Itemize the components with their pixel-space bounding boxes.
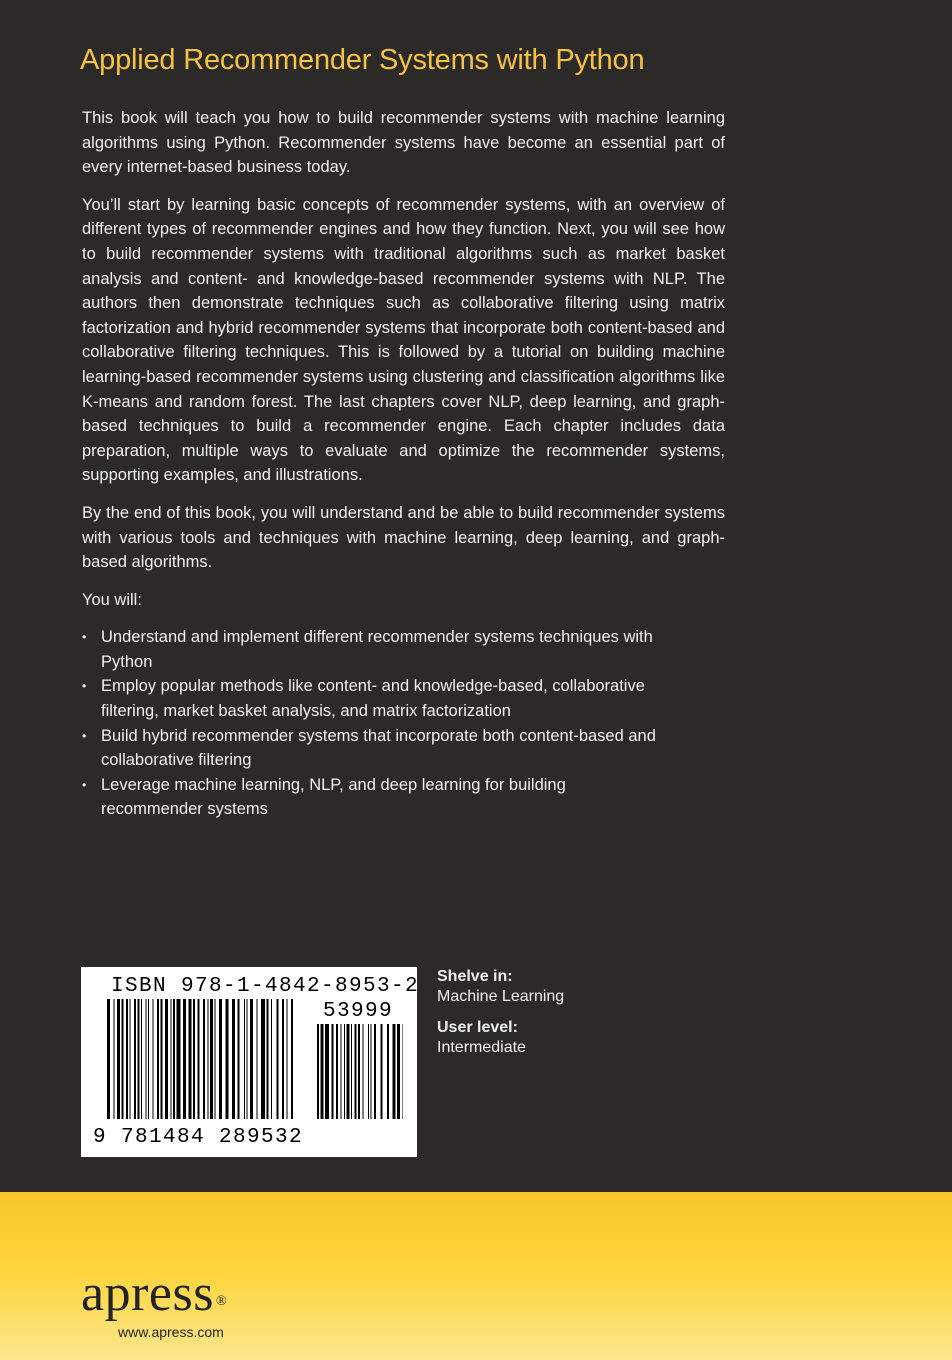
- barcode: [81, 967, 420, 1157]
- list-item: • Understand and implement different recommender systems techniques with Python: [82, 625, 671, 674]
- list-item: • Build hybrid recommender systems that incorporate both content-based and collaborative filtering: [82, 724, 671, 773]
- learning-points: [82, 625, 725, 822]
- shelving-info: [437, 967, 564, 1058]
- ean-digits: 9 781484 289532: [93, 1126, 304, 1149]
- list-item: • Leverage machine learning, NLP, and deep learning for building recommender systems: [82, 773, 671, 822]
- paragraph-outcome: By the end of this book, you will understand and be able to build recommender systems with various tools and techniques with machine learning, deep learning, and graph-based algorithms.: [82, 503, 725, 572]
- publisher-website[interactable]: www.apress.com: [118, 1324, 224, 1340]
- list-item: • Employ popular methods like content- and knowledge-based, collaborative filtering, market basket analysis, and matrix factorization: [82, 674, 671, 723]
- barcode-bars-icon: [107, 999, 293, 1119]
- paragraph-intro: This book will teach you how to build recommender systems with machine learning algorithms using Python. Recommender systems have become an essential part of every internet-based business today.: [82, 109, 725, 177]
- paragraph-content: You’ll start by learning basic concepts of recommender systems, with an overview of different types of recommender engines and how they function. Next, you will see how to build recommender systems with traditional algorithms such as market basket analysis and content- and knowledge-based recommender systems with NLP. The authors then demonstrate techniques such as collaborative filtering using matrix factorization and hybrid recommender systems that incorporate both content-based and collaborative filtering techniques. This is followed by a tutorial on building machine learning-based recommender systems using clustering and classification algorithms like K-means and random forest. The last chapters cover NLP, deep learning, and graph-based techniques to build a recommender engine. Each chapter includes data preparation, multiple ways to evaluate and optimize the recommender systems, supporting examples, and illustrations.: [82, 195, 725, 485]
- description: [82, 106, 725, 822]
- user-level-label: User level:: [437, 1019, 518, 1036]
- isbn-number: ISBN 978-1-4842-8953-2: [111, 975, 420, 998]
- price-code: 53999: [323, 1000, 394, 1023]
- registered-mark: ®: [215, 1294, 228, 1309]
- you-will-heading: You will:: [82, 590, 142, 609]
- publisher-name: apress: [81, 1265, 214, 1322]
- shelve-label: Shelve in:: [437, 968, 513, 985]
- book-title: Applied Recommender Systems with Python: [80, 44, 645, 76]
- publisher-logo: [81, 1265, 228, 1322]
- user-level-value: Intermediate: [437, 1039, 526, 1056]
- shelve-value: Machine Learning: [437, 988, 565, 1005]
- addon-barcode-bars-icon: [317, 1024, 403, 1119]
